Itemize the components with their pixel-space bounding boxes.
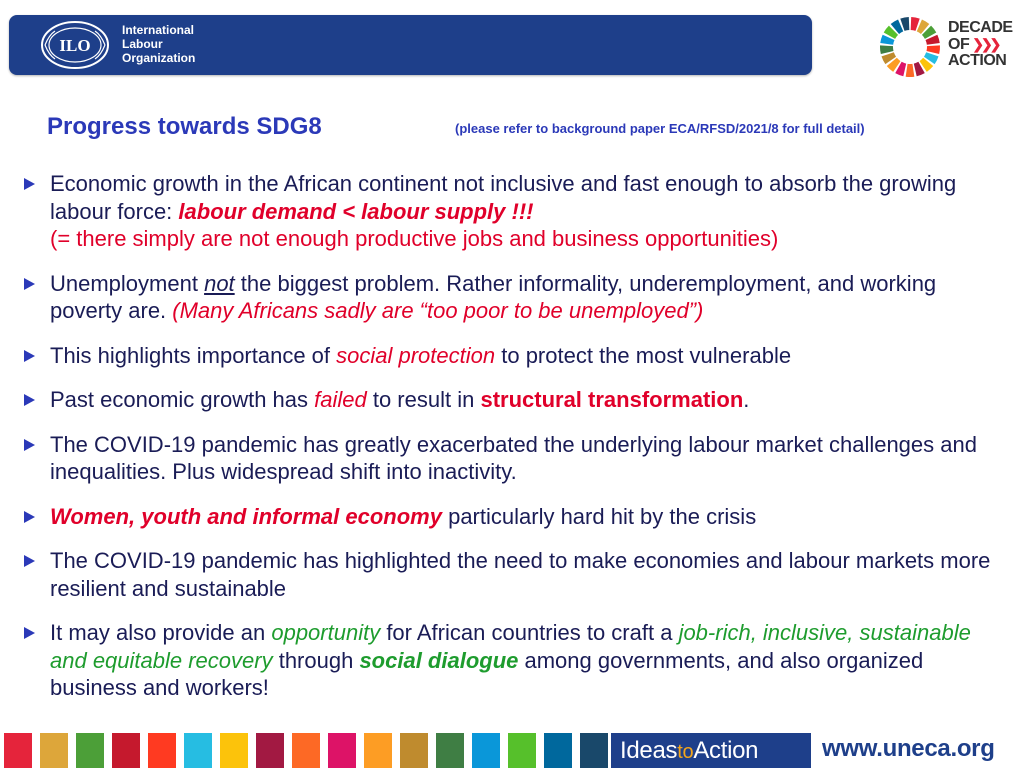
bullet-text: particularly hard hit by the crisis: [441, 503, 757, 529]
decade-line-2: OF ❯❯❯: [948, 36, 999, 53]
sdg-wheel-segment: [880, 45, 893, 54]
bullet-text: to protect the most vulnerable: [495, 342, 792, 368]
sdg-stripe: [220, 733, 248, 768]
bullet-text: for African countries to craft a: [380, 620, 679, 645]
bullet-item: [22, 170, 1002, 253]
bullet-text: to result in: [366, 387, 481, 412]
sdg-stripe: [4, 733, 32, 768]
slide-subtitle: (please refer to background paper ECA/RFSD/2021/8 for full detail): [455, 121, 865, 136]
bullet-item: [22, 503, 1002, 531]
sdg-stripe: [472, 733, 500, 768]
bullet-emphasis: job-rich, inclusive, sustainable and equitable recovery: [50, 620, 971, 673]
org-name-line-2: Labour: [122, 37, 163, 51]
bullet-quote: (Many Africans sadly are “too poor to be unemployed”): [172, 298, 704, 323]
triangle-bullet-icon: [24, 350, 35, 362]
bullet-text: This highlights importance of: [50, 342, 337, 368]
bullet-text: through: [272, 647, 360, 673]
bullet-emphasis: not: [204, 270, 235, 296]
ideas-word: Ideas: [620, 737, 678, 764]
bullet-emphasis-bold: structural transformation: [480, 387, 744, 412]
decade-of-action-logo: [948, 20, 1013, 69]
sdg-stripe: [400, 733, 428, 768]
bullet-text: among governments, and also organized business and workers!: [50, 647, 924, 700]
bullet-text: The COVID-19 pandemic has highlighted the need to make economies and labour markets more resilient and sustainable: [50, 548, 991, 601]
bullet-list: [22, 170, 1002, 719]
bullet-item: [22, 270, 1002, 325]
triangle-bullet-icon: [24, 627, 35, 639]
org-name-line-3: Organization: [122, 51, 196, 65]
decade-line-3: ACTION: [948, 52, 1007, 69]
action-word: Action: [693, 737, 759, 764]
sdg-stripe: [436, 733, 464, 768]
ilo-emblem-icon: [37, 19, 113, 71]
bullet-note: (= there simply are not enough productive jobs and business opportunities): [50, 226, 779, 251]
sdg-wheel-icon: [879, 16, 941, 78]
sdg-wheel-segment: [927, 45, 940, 54]
bullet-emphasis: labour demand < labour supply !!!: [178, 198, 534, 224]
org-name-line-1: International: [122, 23, 195, 37]
bullet-item: [22, 386, 1002, 414]
triangle-bullet-icon: [24, 555, 35, 567]
bullet-text: The COVID-19 pandemic has greatly exacerbated the underlying labour market challenges and inequalities. Plus widespread shift into inactivity.: [50, 431, 977, 484]
slide-title: Progress towards SDG8: [47, 113, 322, 140]
bullet-item: [22, 342, 1002, 370]
sdg-stripe: [328, 733, 356, 768]
triangle-bullet-icon: [24, 178, 35, 190]
bullet-emphasis: opportunity: [271, 620, 381, 645]
triangle-bullet-icon: [24, 511, 35, 523]
sdg-stripe: [76, 733, 104, 768]
bullet-text: It may also provide an: [50, 620, 272, 645]
sdg-stripe: [364, 733, 392, 768]
triangle-bullet-icon: [24, 439, 35, 451]
bullet-emphasis: social protection: [336, 342, 496, 368]
bullet-item: [22, 547, 1002, 602]
ilo-logo-text: ILO: [59, 36, 91, 55]
bullet-text: .: [743, 387, 750, 412]
bullet-text: the biggest problem. Rather informality, underemployment, and working poverty are.: [50, 270, 937, 323]
sdg-stripe: [40, 733, 68, 768]
bullet-item: [22, 619, 1002, 702]
sdg-stripe: [148, 733, 176, 768]
sdg-stripe: [112, 733, 140, 768]
to-word: to: [677, 741, 694, 763]
header-banner: [9, 15, 812, 75]
triangle-bullet-icon: [24, 278, 35, 290]
organization-name: [122, 23, 195, 65]
sdg-stripe: [292, 733, 320, 768]
bullet-text: Economic growth in the African continent not inclusive and fast enough to absorb the growing labour force:: [50, 171, 957, 224]
bullet-text: Past economic growth has: [50, 387, 315, 412]
sdg-stripe: [544, 733, 572, 768]
bullet-item: [22, 431, 1002, 486]
sdg-stripe: [184, 733, 212, 768]
ideas-to-action-logo: [620, 737, 758, 765]
sdg-stripe: [256, 733, 284, 768]
bullet-text: Unemployment: [50, 270, 205, 296]
decade-line-1: DECADE: [948, 19, 1013, 36]
sdg-stripe: [508, 733, 536, 768]
sdg-wheel-segment: [906, 64, 915, 77]
website-link[interactable]: www.uneca.org: [822, 735, 995, 762]
triangle-bullet-icon: [24, 394, 35, 406]
sdg-stripe: [580, 733, 608, 768]
bullet-emphasis: Women, youth and informal economy: [50, 503, 442, 529]
bullet-emphasis: failed: [314, 387, 367, 412]
chevrons-icon: ❯❯❯: [972, 36, 999, 52]
bullet-emphasis-bold: social dialogue: [359, 647, 519, 673]
